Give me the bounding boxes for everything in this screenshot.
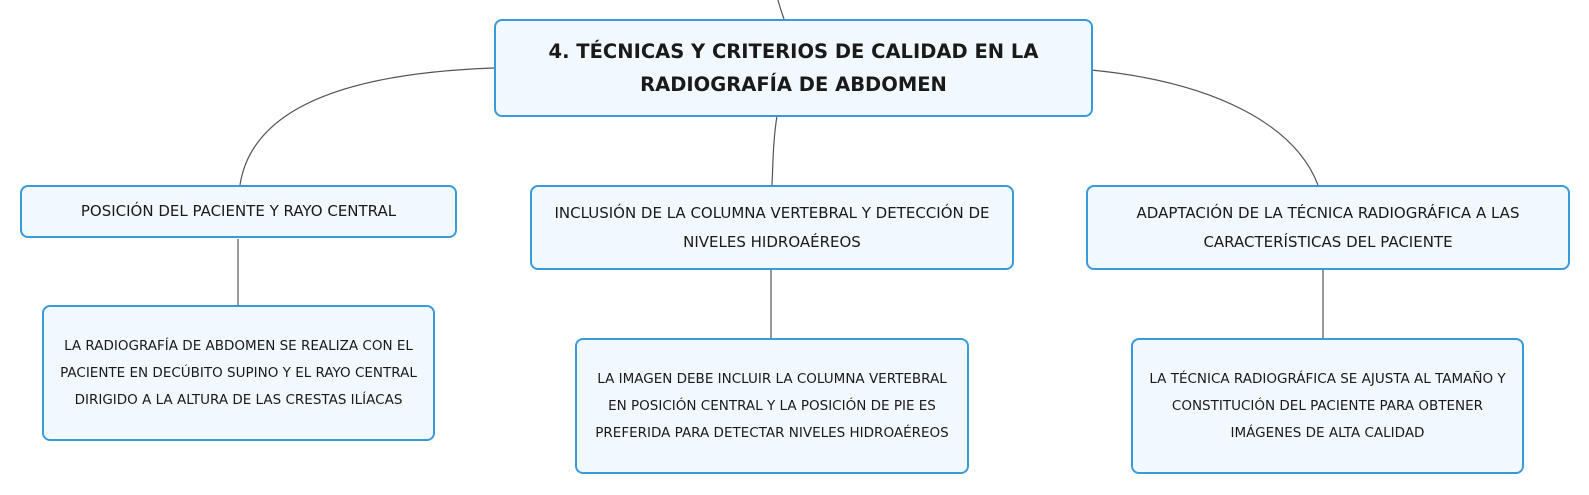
topic-node-vertebral-column[interactable] bbox=[530, 185, 1014, 270]
root-node-label: 4. TÉCNICAS Y CRITERIOS DE CALIDAD EN LA RADIOGRAFÍA DE ABDOMEN bbox=[548, 40, 1039, 96]
detail-node-text: LA TÉCNICA RADIOGRÁFICA SE AJUSTA AL TAMAÑO Y CONSTITUCIÓN DEL PACIENTE PARA OBTENER IMÁGENES DE ALTA CALIDAD bbox=[1149, 370, 1506, 441]
connector-root-topic-2 bbox=[772, 116, 777, 185]
topic-node-label: ADAPTACIÓN DE LA TÉCNICA RADIOGRÁFICA A LAS CARACTERÍSTICAS DEL PACIENTE bbox=[1136, 203, 1520, 251]
topic-node-patient-position[interactable] bbox=[20, 185, 457, 238]
topic-node-label: INCLUSIÓN DE LA COLUMNA VERTEBRAL Y DETECCIÓN DE NIVELES HIDROAÉREOS bbox=[554, 203, 990, 251]
detail-node-vertebral-column[interactable] bbox=[575, 338, 969, 474]
connector-root-topic-3 bbox=[1091, 70, 1318, 185]
root-node[interactable] bbox=[494, 19, 1093, 117]
detail-node-patient-position[interactable] bbox=[42, 305, 435, 441]
topic-node-technique-adaptation[interactable] bbox=[1086, 185, 1570, 270]
connector-parent-in bbox=[778, 0, 784, 19]
detail-node-technique-adaptation[interactable] bbox=[1131, 338, 1524, 474]
topic-node-label: POSICIÓN DEL PACIENTE Y RAYO CENTRAL bbox=[80, 202, 397, 220]
connector-root-topic-1 bbox=[240, 68, 494, 185]
detail-node-text: LA RADIOGRAFÍA DE ABDOMEN SE REALIZA CON EL PACIENTE EN DECÚBITO SUPINO Y EL RAYO CENTRAL DIRIGIDO A LA ALTURA DE LAS CRESTAS ILÍACAS bbox=[60, 337, 417, 408]
detail-node-text: LA IMAGEN DEBE INCLUIR LA COLUMNA VERTEBRAL EN POSICIÓN CENTRAL Y LA POSICIÓN DE PIE ES PREFERIDA PARA DETECTAR NIVELES HIDROAÉREOS bbox=[595, 370, 949, 441]
